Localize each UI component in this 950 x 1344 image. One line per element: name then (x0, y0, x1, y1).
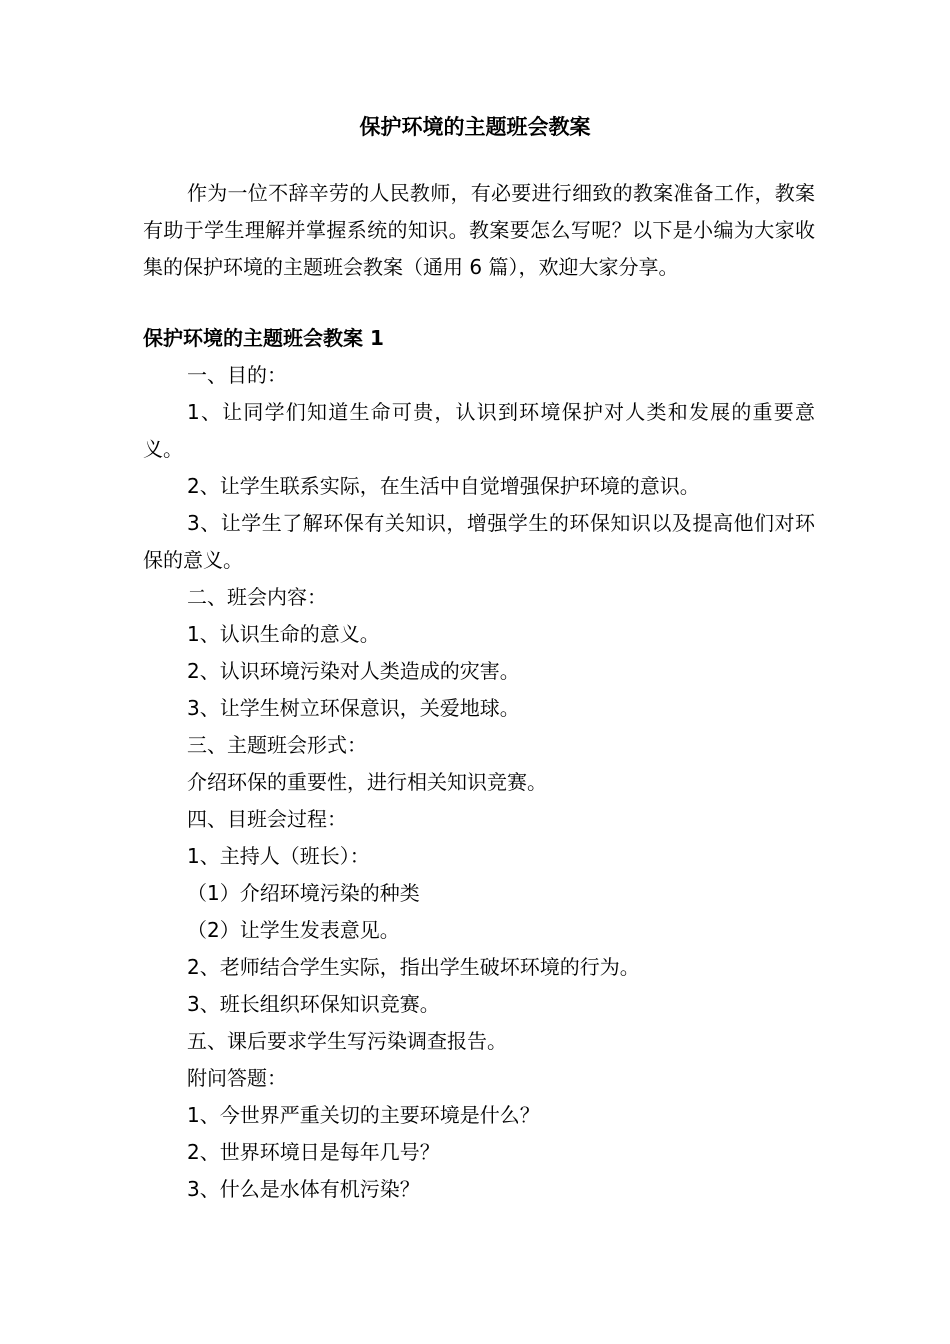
qa-item-3: 3、什么是水体有机污染？ (187, 1177, 420, 1201)
process-item-3: 3、班长组织环保知识竞赛。 (187, 992, 440, 1016)
section-heading: 保护环境的主题班会教案 1 (143, 326, 384, 350)
process-subitem-2: （2）让学生发表意见。 (187, 918, 400, 942)
process-subitem-1: （1）介绍环境污染的种类 (187, 881, 420, 905)
purpose-item-3: 3、让学生了解环保有关知识，增强学生的环保知识以及提高他们对环保的意义。 (143, 511, 815, 572)
purpose-item-1: 1、让同学们知道生命可贵，认识到环境保护对人类和发展的重要意义。 (143, 400, 815, 461)
process-heading: 四、目班会过程： (187, 807, 347, 831)
content-heading: 二、班会内容： (187, 585, 327, 609)
qa-item-1: 1、今世界严重关切的主要环境是什么？ (187, 1103, 540, 1127)
after-class-requirement: 五、课后要求学生写污染调查报告。 (187, 1029, 507, 1053)
document-body (143, 320, 815, 1208)
content-item-2: 2、认识环境污染对人类造成的灾害。 (187, 659, 520, 683)
qa-item-2: 2、世界环境日是每年几号？ (187, 1140, 440, 1164)
content-item-1: 1、认识生命的意义。 (187, 622, 380, 646)
document-title: 保护环境的主题班会教案 (359, 115, 591, 139)
qa-heading: 附问答题： (187, 1066, 287, 1090)
process-item-2: 2、老师结合学生实际，指出学生破坏环境的行为。 (187, 955, 640, 979)
process-item-1: 1、主持人（班长）： (187, 844, 370, 868)
purpose-heading: 一、目的： (187, 363, 287, 387)
intro-paragraph: 作为一位不辞辛劳的人民教师，有必要进行细致的教案准备工作，教案有助于学生理解并掌握系统的知识。教案要怎么写呢？以下是小编为大家收集的保护环境的主题班会教案（通用 6 篇），欢迎大家分享。 (143, 181, 815, 279)
form-text: 介绍环保的重要性，进行相关知识竞赛。 (187, 770, 547, 794)
form-heading: 三、主题班会形式： (187, 733, 367, 757)
purpose-item-2: 2、让学生联系实际，在生活中自觉增强保护环境的意识。 (187, 474, 700, 498)
content-item-3: 3、让学生树立环保意识，关爱地球。 (187, 696, 520, 720)
